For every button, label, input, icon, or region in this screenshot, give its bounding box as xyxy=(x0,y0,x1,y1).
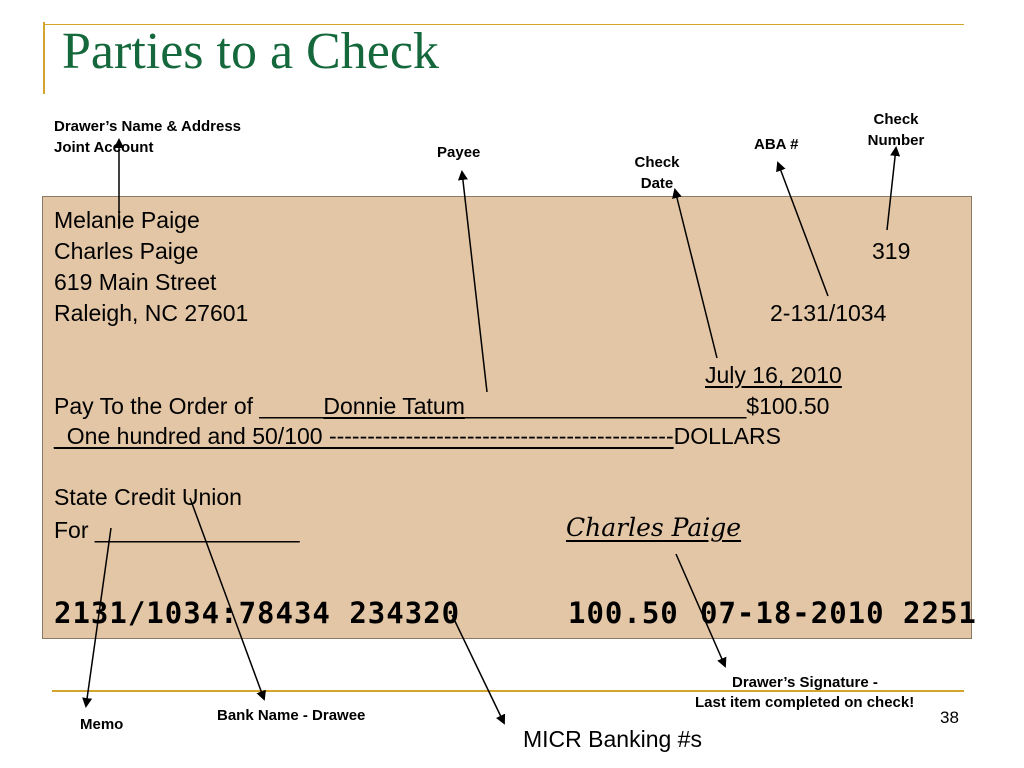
micr-routing-account: 2131/1034:78434 234320 xyxy=(54,596,461,630)
memo-label: Memo xyxy=(80,716,124,733)
micr-date-number: 07-18-2010 2251 xyxy=(700,596,977,630)
pay-to-blank-right: ______________________ xyxy=(464,393,747,419)
check-number: 319 xyxy=(872,238,911,264)
check-date-label-line1: Check xyxy=(634,154,680,171)
drawer-name-line1: Melanie Paige xyxy=(54,207,200,233)
slide-number: 38 xyxy=(940,708,959,727)
check-number-arrow xyxy=(887,148,896,230)
drawer-name-line2: Charles Paige xyxy=(54,238,199,264)
check-date-label-line2: Date xyxy=(640,175,674,192)
check-amount: $100.50 xyxy=(746,393,830,419)
pay-to-blank-left: _____ xyxy=(259,393,324,419)
bank-name: State Credit Union xyxy=(54,484,242,510)
bank-name-label: Bank Name - Drawee xyxy=(217,707,366,724)
pay-to-prefix: Pay To the Order of xyxy=(54,393,260,419)
drawer-address-line1: 619 Main Street xyxy=(54,269,217,295)
memo-for-label: For xyxy=(54,517,95,543)
check-date: July 16, 2010 xyxy=(705,362,842,388)
payee-name: Donnie Tatum xyxy=(323,393,465,419)
memo-blank: ________________ xyxy=(94,517,300,543)
payee-arrow xyxy=(462,172,487,392)
micr-amount: 100.50 xyxy=(568,596,679,630)
signature-label-line2: Last item completed on check! xyxy=(695,694,915,711)
drawer-name-label: Drawer’s Name & Address xyxy=(54,118,242,135)
bank-name-arrow xyxy=(190,498,264,699)
check-number-label-line2: Number xyxy=(867,132,925,149)
drawer-address-line2: Raleigh, NC 27601 xyxy=(54,300,249,326)
written-amount: _One hundred and 50/100 --------------------------------------------- xyxy=(54,423,674,449)
drawer-signature: Charles Paige xyxy=(566,513,742,542)
signature-arrow xyxy=(676,554,725,666)
aba-arrow xyxy=(778,163,828,296)
check-number-label-line1: Check xyxy=(873,111,919,128)
joint-account-label: Joint Account xyxy=(54,139,154,156)
check-date-arrow xyxy=(675,190,717,358)
signature-label-line1: Drawer’s Signature - xyxy=(732,674,878,691)
payee-label: Payee xyxy=(437,144,481,161)
slide-title: Parties to a Check xyxy=(62,23,439,80)
memo-arrow xyxy=(86,528,111,706)
micr-arrow xyxy=(452,615,504,723)
aba-label: ABA # xyxy=(754,136,799,153)
micr-label: MICR Banking #s xyxy=(523,726,702,752)
dollars-label: DOLLARS xyxy=(673,423,781,449)
aba-number: 2-131/1034 xyxy=(770,300,887,326)
